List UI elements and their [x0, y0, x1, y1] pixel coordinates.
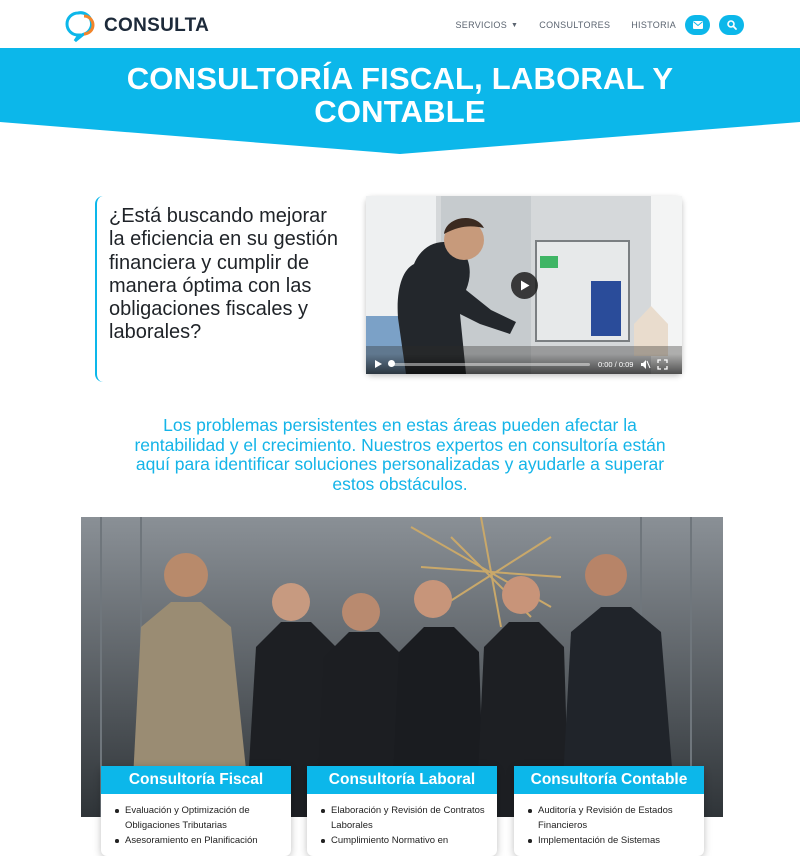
- site-header: [0, 0, 800, 50]
- seek-handle[interactable]: [388, 360, 395, 367]
- logo[interactable]: [64, 10, 209, 42]
- fullscreen-icon[interactable]: [658, 360, 667, 369]
- list-item: Cumplimiento Normativo en: [321, 833, 487, 848]
- list-item: Laborales: [331, 820, 373, 831]
- service-list: [101, 794, 291, 848]
- search-button[interactable]: [719, 15, 744, 35]
- play-control-icon[interactable]: [374, 360, 382, 368]
- nav-item-consultores[interactable]: [539, 20, 610, 30]
- list-item: Elaboración y Revisión de Contratos: [321, 803, 487, 818]
- list-item: Implementación de Sistemas: [528, 833, 694, 848]
- intro-question: ¿Está buscando mejorar la eficiencia en su gestión financiera y cumplir de manera óptima con las obligaciones fiscales y laborales?: [109, 205, 339, 344]
- video-seek-bar[interactable]: [390, 363, 590, 366]
- mail-button[interactable]: [685, 15, 710, 35]
- service-card-title: Consultoría Laboral: [307, 766, 497, 794]
- intro-question-block: [95, 196, 345, 382]
- nav-item-label: HISTORIA: [631, 20, 676, 30]
- play-icon: [520, 280, 530, 291]
- mute-icon[interactable]: [641, 360, 650, 369]
- caret-down-icon: ▼: [511, 21, 519, 29]
- list-item: Evaluación y Optimización de: [115, 803, 281, 818]
- service-card-title: Consultoría Contable: [514, 766, 704, 794]
- mail-icon: [693, 21, 703, 29]
- list-item: Obligaciones Tributarias: [125, 820, 227, 831]
- service-card-contable: [514, 766, 704, 856]
- hero-banner: [0, 48, 800, 154]
- service-card-title: Consultoría Fiscal: [101, 766, 291, 794]
- service-list: [514, 794, 704, 848]
- main-nav: [434, 15, 744, 35]
- chat-bubble-logo-icon: [64, 10, 98, 42]
- nav-item-historia[interactable]: [631, 20, 676, 30]
- list-item: Asesoramiento en Planificación: [115, 833, 281, 848]
- lead-paragraph: Los problemas persistentes en estas áreas pueden afectar la rentabilidad y el crecimiento. Nuestros expertos en consultoría están aquí para identificar soluciones personalizadas y ayudarle a superar estos obstáculos.: [134, 415, 666, 494]
- video-player[interactable]: [366, 196, 682, 374]
- page-title: CONSULTORÍA FISCAL, LABORAL Y CONTABLE: [126, 61, 674, 129]
- nav-item-label: CONSULTORES: [539, 20, 611, 30]
- search-icon: [727, 20, 737, 30]
- service-card-laboral: [307, 766, 497, 856]
- service-card-fiscal: [101, 766, 291, 856]
- list-item: Financieros: [538, 820, 588, 831]
- service-list: [307, 794, 497, 848]
- play-button[interactable]: [511, 272, 538, 299]
- list-item: Auditoría y Revisión de Estados: [528, 803, 694, 818]
- video-time: 0:00 / 0:09: [598, 359, 634, 369]
- logo-text: CONSULTA: [104, 15, 210, 36]
- nav-item-label: SERVICIOS: [455, 20, 508, 30]
- video-controls: [366, 354, 682, 374]
- nav-item-servicios[interactable]: [455, 20, 518, 30]
